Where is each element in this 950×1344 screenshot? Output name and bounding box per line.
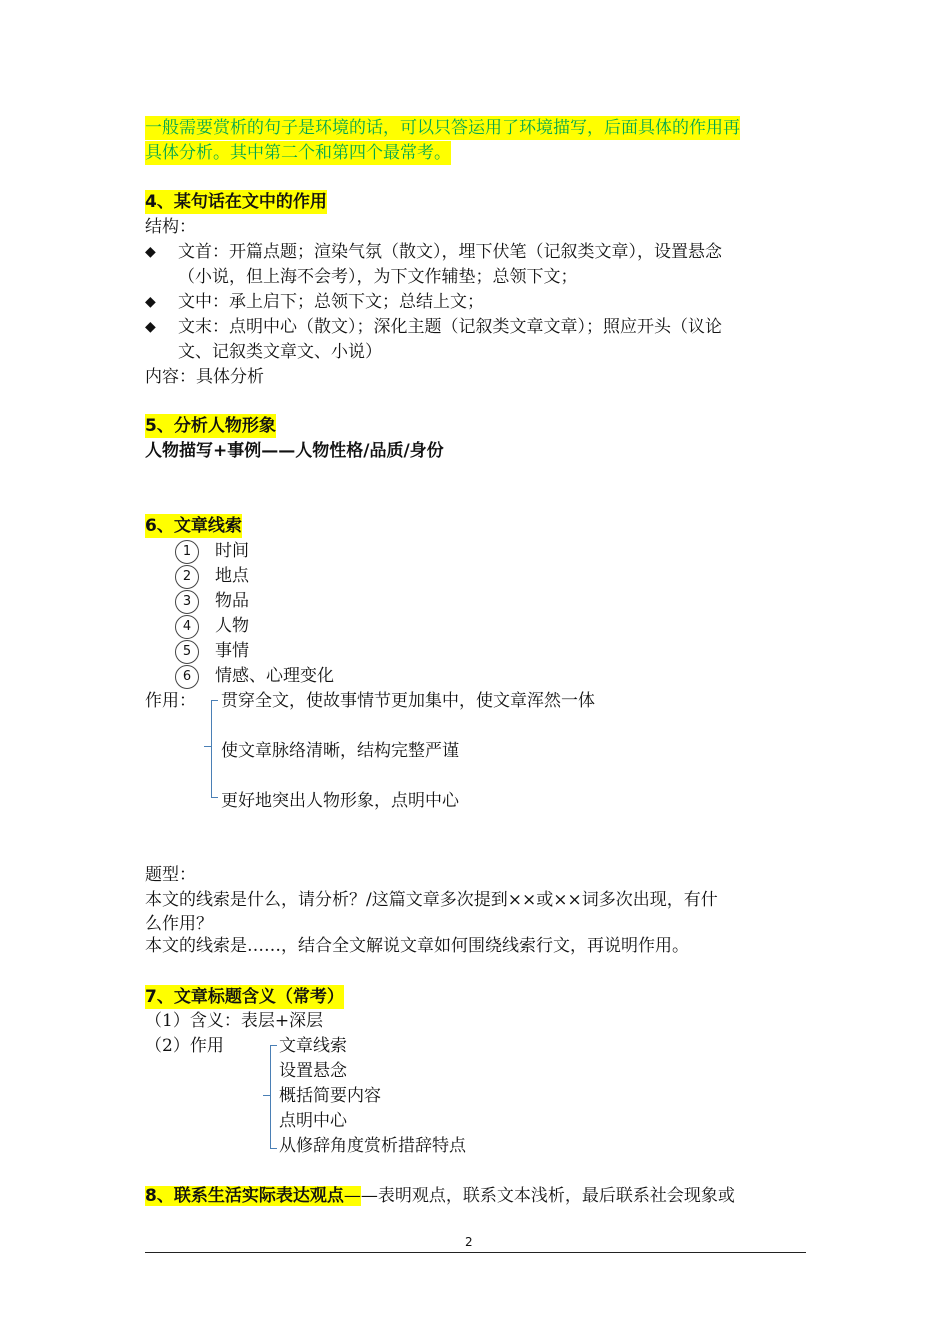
list-item-text: 地点	[215, 566, 249, 586]
list-item	[175, 639, 249, 664]
effect-item: 使文章脉络清晰，结构完整严谨	[221, 741, 459, 761]
meaning-line: （1）含义：表层+深层	[145, 1011, 324, 1031]
page-number: 2	[465, 1235, 473, 1249]
circled-number: 6	[175, 665, 199, 689]
circled-number: 4	[175, 615, 199, 639]
effect-item: 贯穿全文，使故事情节更加集中，使文章浑然一体	[221, 691, 595, 711]
bullet-item	[145, 315, 806, 363]
circled-number: 1	[175, 540, 199, 564]
list-item	[175, 664, 334, 689]
diamond-bullet-icon: ◆	[145, 319, 156, 335]
answer-line: 本文的线索是……，结合全文解说文章如何围绕线索行文，再说明作用。	[145, 936, 689, 956]
question-line-2: 么作用？	[145, 914, 213, 934]
section-8-heading: 8、联系生活实际表达观点	[145, 1186, 344, 1206]
bullet-text-cont: 文、记叙类文章文、小说）	[178, 342, 382, 362]
role-item: 从修辞角度赏析措辞特点	[279, 1136, 466, 1156]
section-8-dash: —	[343, 1186, 361, 1206]
bullet-item	[145, 240, 806, 288]
brace-tick	[263, 1095, 270, 1096]
brace-tick	[211, 797, 218, 798]
character-formula: 人物描写+事例——人物性格/品质/身份	[145, 441, 444, 461]
question-type-label: 题型：	[145, 865, 196, 885]
content-line: 内容：具体分析	[145, 367, 264, 387]
effect-item: 更好地突出人物形象，点明中心	[221, 791, 459, 811]
section-5-heading: 5、分析人物形象	[145, 416, 276, 436]
list-item	[175, 589, 249, 614]
brace-icon	[270, 1045, 271, 1149]
bullet-item	[145, 290, 806, 314]
brace-icon	[211, 700, 212, 798]
circled-number: 5	[175, 640, 199, 664]
circled-number: 3	[175, 590, 199, 614]
role-item: 点明中心	[279, 1111, 347, 1131]
intro-line-1: 一般需要赏析的句子是环境的话，可以只答运用了环境描写，后面具体的作用再	[145, 118, 740, 138]
section-8-line	[145, 1184, 735, 1208]
footer-divider	[145, 1252, 806, 1253]
role-item: 设置悬念	[279, 1061, 347, 1081]
list-item-text: 情感、心理变化	[215, 666, 334, 686]
role-label: （2）作用	[145, 1036, 224, 1056]
list-item	[175, 564, 249, 589]
bullet-text: 文末：点明中心（散文）；深化主题（记叙类文章文章）；照应开头（议论	[178, 317, 722, 337]
list-item-text: 物品	[215, 591, 249, 611]
section-6-heading: 6、文章线索	[145, 516, 242, 536]
brace-tick	[211, 700, 218, 701]
bullet-text: 文首：开篇点题；渲染气氛（散文），埋下伏笔（记叙类文章），设置悬念	[178, 242, 722, 262]
bullet-text: 文中：承上启下；总领下文；总结上文；	[178, 292, 484, 312]
list-item-text: 人物	[215, 616, 249, 636]
diamond-bullet-icon: ◆	[145, 294, 156, 310]
list-item-text: 时间	[215, 541, 249, 561]
question-line-1: 本文的线索是什么，请分析？/这篇文章多次提到××或××词多次出现，有什	[145, 890, 718, 910]
structure-label: 结构：	[145, 217, 196, 237]
circled-number: 2	[175, 565, 199, 589]
effect-label: 作用：	[145, 691, 196, 711]
role-item: 概括简要内容	[279, 1086, 381, 1106]
brace-tick	[204, 746, 211, 747]
list-item	[175, 539, 249, 564]
list-item	[175, 614, 249, 639]
intro-line-2: 具体分析。其中第二个和第四个最常考。	[145, 143, 451, 163]
diamond-bullet-icon: ◆	[145, 244, 156, 260]
bullet-text-cont: （小说，但上海不会考），为下文作辅垫；总领下文；	[178, 267, 578, 287]
section-7-heading: 7、文章标题含义（常考）	[145, 987, 344, 1007]
brace-tick	[270, 1045, 277, 1046]
brace-tick	[270, 1148, 277, 1149]
list-item-text: 事情	[215, 641, 249, 661]
section-8-text: —表明观点，联系文本浅析，最后联系社会现象或	[360, 1186, 735, 1206]
section-4-heading: 4、某句话在文中的作用	[145, 192, 327, 212]
role-item: 文章线索	[279, 1036, 347, 1056]
